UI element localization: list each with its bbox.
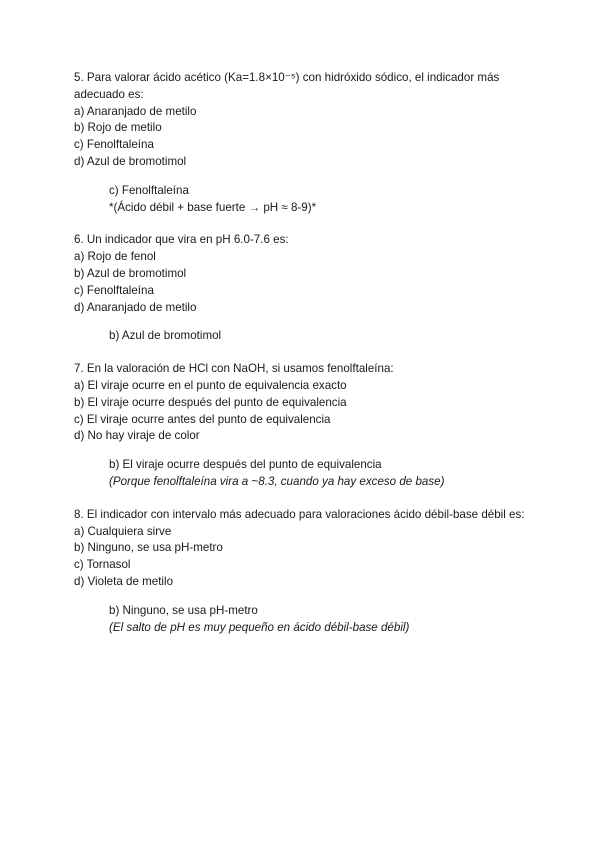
question-stem: 5. Para valorar ácido acético (Ka=1.8×10⁻⁵) con hidróxido sódico, el indicador más adecuado es: <box>74 71 500 101</box>
option-c: c) Tornasol <box>74 558 131 572</box>
answer-text: b) Ninguno, se usa pH-metro <box>109 603 258 617</box>
option-a: a) Anaranjado de metilo <box>74 104 197 118</box>
answer-block <box>74 183 534 217</box>
option-b: b) Ninguno, se usa pH-metro <box>74 541 223 555</box>
question-6 <box>74 232 534 345</box>
option-d: d) No hay viraje de color <box>74 429 200 443</box>
answer-note: (El salto de pH es muy pequeño en ácido débil-base débil) <box>109 620 410 634</box>
option-c: c) Fenolftaleína <box>74 283 154 297</box>
option-b: b) Azul de bromotimol <box>74 266 187 280</box>
answer-text: c) Fenolftaleína <box>109 183 189 197</box>
option-a: a) Cualquiera sirve <box>74 524 172 538</box>
question-8 <box>74 507 534 637</box>
answer-note: *(Ácido débil + base fuerte → pH ≈ 8-9)* <box>109 200 317 214</box>
question-stem: 6. Un indicador que vira en pH 6.0-7.6 es: <box>74 233 289 247</box>
question-7 <box>74 361 534 491</box>
option-b: b) Rojo de metilo <box>74 121 162 135</box>
option-a: a) El viraje ocurre en el punto de equivalencia exacto <box>74 378 347 392</box>
question-stem: 7. En la valoración de HCl con NaOH, si usamos fenolftaleína: <box>74 362 394 376</box>
option-c: c) Fenolftaleína <box>74 138 154 152</box>
question-stem: 8. El indicador con intervalo más adecuado para valoraciones ácido débil-base débil es: <box>74 507 525 521</box>
answer-block <box>74 328 534 345</box>
option-c: c) El viraje ocurre antes del punto de equivalencia <box>74 412 331 426</box>
answer-note: (Porque fenolftaleína vira a ~8.3, cuando ya hay exceso de base) <box>109 474 445 488</box>
option-a: a) Rojo de fenol <box>74 250 156 264</box>
option-d: d) Azul de bromotimol <box>74 154 187 168</box>
answer-text: b) El viraje ocurre después del punto de equivalencia <box>109 458 382 472</box>
answer-block <box>74 603 534 637</box>
option-d: d) Violeta de metilo <box>74 574 174 588</box>
option-b: b) El viraje ocurre después del punto de equivalencia <box>74 395 347 409</box>
document-page <box>74 70 534 652</box>
answer-block <box>74 457 534 491</box>
question-5 <box>74 70 534 216</box>
answer-text: b) Azul de bromotimol <box>109 329 222 343</box>
option-d: d) Anaranjado de metilo <box>74 300 197 314</box>
